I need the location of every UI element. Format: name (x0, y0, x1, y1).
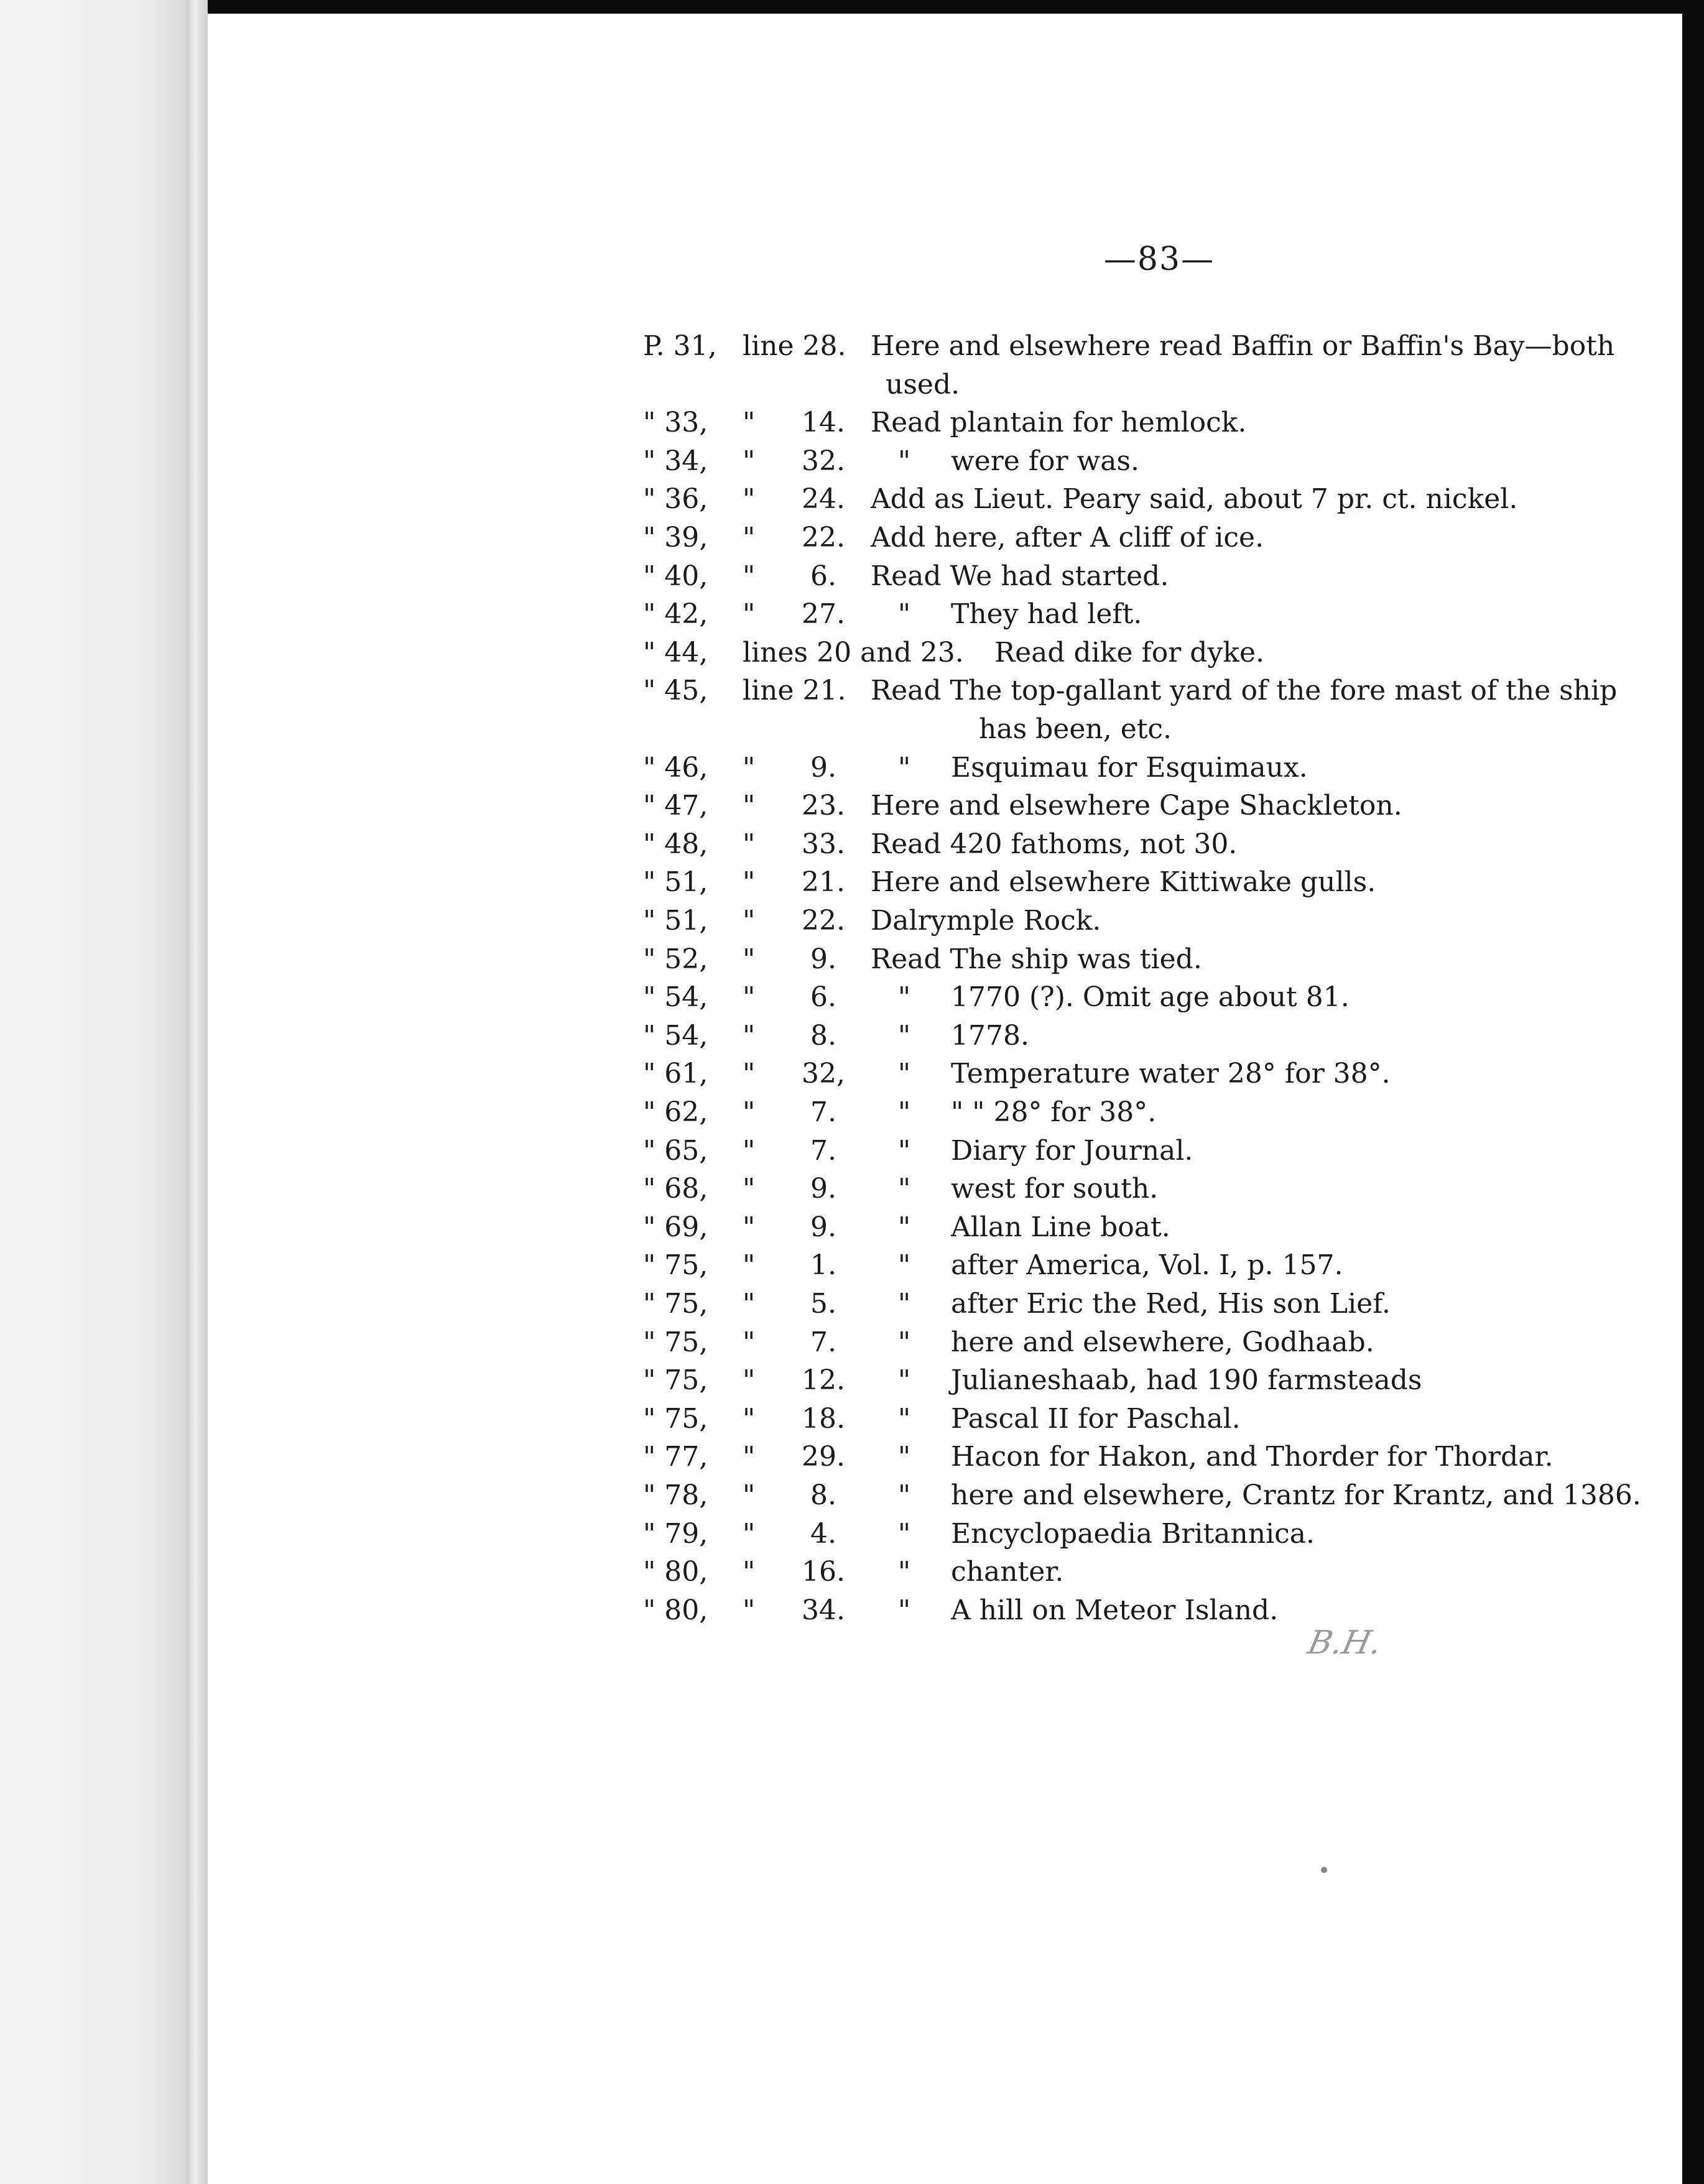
row-line-number: 5. (810, 1288, 836, 1320)
row-correction-text: Read The top-gallant yard of the fore mast of the ship (871, 675, 1618, 707)
row-line-ref: lines 20 and 23. (743, 636, 964, 669)
row-ditto-mark: " (897, 1326, 911, 1358)
book-gutter (187, 0, 208, 2184)
errata-row (208, 1438, 1682, 1476)
errata-page (208, 14, 1682, 2184)
row-line-number: 32, (802, 1058, 845, 1090)
row-correction-text: Read 420 fathoms, not 30. (871, 828, 1238, 860)
row-line-number: 14. (802, 407, 845, 439)
row-ditto-mark: " (897, 1211, 911, 1243)
row-correction-text: " " 28° for 38°. (951, 1096, 1157, 1128)
row-ditto-mark: " (897, 1441, 911, 1473)
row-page-ref: " 75, (643, 1402, 708, 1435)
row-line-ref: " (743, 1134, 756, 1167)
row-correction-text: Read The ship was tied. (871, 943, 1202, 975)
row-line-number: 29. (802, 1441, 845, 1473)
row-line-number: 4. (810, 1517, 836, 1550)
row-correction-text: Read dike for dyke. (994, 636, 1264, 669)
row-page-ref: " 68, (643, 1173, 708, 1205)
errata-row (208, 864, 1682, 901)
row-ditto-mark: " (897, 1479, 911, 1511)
errata-row (208, 711, 1682, 748)
row-line-number: 33. (802, 828, 845, 860)
row-ditto-mark: " (897, 1019, 911, 1052)
row-correction-text: used. (886, 368, 960, 400)
row-line-ref: " (743, 483, 756, 516)
row-line-number: 6. (810, 981, 836, 1014)
errata-row (208, 902, 1682, 940)
row-line-ref: " (743, 943, 756, 975)
row-ditto-mark: " (897, 1364, 911, 1397)
errata-row (208, 366, 1682, 404)
row-ditto-mark: " (897, 981, 911, 1014)
row-correction-text: Hacon for Hakon, and Thorder for Thordar. (951, 1441, 1554, 1473)
row-correction-text: Add here, after A cliff of ice. (871, 522, 1264, 553)
row-ditto-mark: " (897, 1096, 911, 1128)
row-correction-text: Temperature water 28° for 38°. (951, 1058, 1391, 1090)
row-line-ref: " (743, 1173, 756, 1205)
row-line-number: 22. (802, 905, 845, 937)
row-page-ref: " 36, (643, 483, 708, 516)
errata-row (208, 481, 1682, 518)
errata-row (208, 941, 1682, 978)
row-line-ref: " (743, 981, 756, 1014)
errata-row (208, 1477, 1682, 1514)
row-ditto-mark: " (897, 1517, 911, 1550)
errata-row (208, 749, 1682, 787)
row-correction-text: chanter. (951, 1556, 1064, 1588)
row-correction-text: Dalrymple Rock. (871, 905, 1101, 937)
row-ditto-mark: " (897, 751, 911, 784)
row-correction-text: Read We had started. (871, 560, 1169, 592)
row-line-ref: " (743, 1019, 756, 1052)
row-line-ref: " (743, 522, 756, 553)
row-line-number: 6. (810, 560, 836, 592)
row-page-ref: " 75, (643, 1326, 708, 1358)
row-page-ref: " 62, (643, 1096, 708, 1128)
row-ditto-mark: " (897, 1402, 911, 1435)
errata-row (208, 634, 1682, 672)
row-page-ref: " 51, (643, 905, 708, 937)
row-correction-text: were for was. (951, 445, 1140, 477)
row-ditto-mark: " (897, 445, 911, 477)
row-ditto-mark: " (897, 1556, 911, 1588)
row-line-ref: line 28. (743, 330, 846, 362)
row-page-ref: " 47, (643, 790, 708, 822)
row-ditto-mark: " (897, 1249, 911, 1282)
errata-row (208, 519, 1682, 557)
row-line-number: 9. (810, 1211, 836, 1243)
errata-row (208, 1017, 1682, 1055)
row-line-number: 24. (802, 483, 845, 516)
row-line-ref: " (743, 1364, 756, 1397)
row-ditto-mark: " (897, 598, 911, 631)
row-correction-text: after America, Vol. I, p. 157. (951, 1249, 1343, 1282)
row-line-ref: " (743, 1288, 756, 1320)
row-line-number: 9. (810, 1173, 836, 1205)
row-correction-text: Here and elsewhere Cape Shackleton. (871, 790, 1402, 822)
errata-row (208, 404, 1682, 442)
row-correction-text: Allan Line boat. (951, 1211, 1170, 1243)
row-page-ref: " 45, (643, 675, 708, 707)
row-page-ref: " 51, (643, 866, 708, 899)
row-line-ref: " (743, 866, 756, 899)
row-line-ref: " (743, 1211, 756, 1243)
row-line-number: 27. (802, 598, 845, 631)
errata-row (208, 1094, 1682, 1131)
row-line-ref: " (743, 1402, 756, 1435)
page-number: —83— (1103, 241, 1215, 278)
row-correction-text: Diary for Journal. (951, 1134, 1193, 1167)
row-correction-text: Pascal II for Paschal. (951, 1402, 1241, 1435)
row-correction-text: has been, etc. (979, 713, 1172, 745)
row-line-number: 8. (810, 1479, 836, 1511)
errata-row (208, 1515, 1682, 1553)
row-line-number: 1. (810, 1249, 836, 1282)
row-page-ref: P. 31, (643, 330, 717, 362)
row-page-ref: " 44, (643, 636, 708, 669)
row-page-ref: " 78, (643, 1479, 708, 1511)
handwritten-initials: B.H. (1304, 1624, 1386, 1662)
row-line-number: 7. (810, 1096, 836, 1128)
errata-row (208, 1285, 1682, 1323)
row-page-ref: " 46, (643, 751, 708, 784)
scan-border-right (1682, 0, 1704, 2184)
row-correction-text: Here and elsewhere read Baffin or Baffin's Bay—both (871, 330, 1615, 362)
row-line-number: 21. (802, 866, 845, 899)
row-page-ref: " 48, (643, 828, 708, 860)
row-page-ref: " 79, (643, 1517, 708, 1550)
row-line-number: 7. (810, 1134, 836, 1167)
errata-row (208, 1324, 1682, 1361)
row-line-ref: " (743, 560, 756, 592)
row-correction-text: here and elsewhere, Crantz for Krantz, and 1386. (951, 1479, 1641, 1511)
errata-row (208, 1553, 1682, 1591)
errata-row (208, 826, 1682, 863)
row-page-ref: " 77, (643, 1441, 708, 1473)
row-ditto-mark: " (897, 1058, 911, 1090)
row-line-ref: " (743, 790, 756, 822)
row-correction-text: Esquimau for Esquimaux. (951, 751, 1308, 784)
row-correction-text: They had left. (951, 598, 1142, 631)
row-page-ref: " 80, (643, 1556, 708, 1588)
errata-row (208, 443, 1682, 480)
row-correction-text: Add as Lieut. Peary said, about 7 pr. ct. nickel. (871, 483, 1518, 516)
row-correction-text: here and elsewhere, Godhaab. (951, 1326, 1374, 1358)
row-ditto-mark: " (897, 1594, 911, 1626)
row-line-number: 32. (802, 445, 845, 477)
errata-row (208, 1055, 1682, 1093)
row-page-ref: " 80, (643, 1594, 708, 1626)
row-line-ref: " (743, 1096, 756, 1128)
row-line-ref: " (743, 1556, 756, 1588)
errata-row (208, 1592, 1682, 1629)
row-line-number: 12. (802, 1364, 845, 1397)
row-page-ref: " 33, (643, 407, 708, 439)
row-line-number: 9. (810, 943, 836, 975)
errata-row (208, 1132, 1682, 1170)
row-correction-text: after Eric the Red, His son Lief. (951, 1288, 1391, 1320)
row-line-ref: " (743, 598, 756, 631)
row-page-ref: " 75, (643, 1288, 708, 1320)
errata-row (208, 1170, 1682, 1208)
row-page-ref: " 75, (643, 1364, 708, 1397)
row-page-ref: " 69, (643, 1211, 708, 1243)
row-ditto-mark: " (897, 1173, 911, 1205)
row-correction-text: Here and elsewhere Kittiwake gulls. (871, 866, 1376, 899)
row-page-ref: " 39, (643, 522, 708, 553)
errata-row (208, 1362, 1682, 1399)
row-line-number: 7. (810, 1326, 836, 1358)
row-line-number: 34. (802, 1594, 845, 1626)
row-line-ref: " (743, 1249, 756, 1282)
row-line-ref: " (743, 1479, 756, 1511)
row-page-ref: " 40, (643, 560, 708, 592)
row-page-ref: " 42, (643, 598, 708, 631)
errata-row (208, 672, 1682, 710)
errata-row (208, 979, 1682, 1016)
errata-row (208, 596, 1682, 633)
scan-border-top (208, 0, 1704, 14)
row-page-ref: " 54, (643, 1019, 708, 1052)
errata-row (208, 1209, 1682, 1246)
row-page-ref: " 61, (643, 1058, 708, 1090)
row-ditto-mark: " (897, 1134, 911, 1167)
row-correction-text: west for south. (951, 1173, 1159, 1205)
row-line-ref: line 21. (743, 675, 846, 707)
row-line-ref: " (743, 751, 756, 784)
row-line-ref: " (743, 1058, 756, 1090)
row-line-number: 23. (802, 790, 845, 822)
row-correction-text: A hill on Meteor Island. (951, 1594, 1279, 1626)
row-page-ref: " 65, (643, 1134, 708, 1167)
row-page-ref: " 75, (643, 1249, 708, 1282)
row-line-ref: " (743, 445, 756, 477)
row-correction-text: Julianeshaab, had 190 farmsteads (951, 1364, 1422, 1397)
row-page-ref: " 52, (643, 943, 708, 975)
row-line-number: 9. (810, 751, 836, 784)
row-line-number: 18. (802, 1402, 845, 1435)
errata-row (208, 1400, 1682, 1438)
row-line-ref: " (743, 828, 756, 860)
row-page-ref: " 34, (643, 445, 708, 477)
row-line-number: 8. (810, 1019, 836, 1052)
row-correction-text: 1778. (951, 1019, 1029, 1052)
errata-row (208, 1247, 1682, 1284)
errata-list (208, 14, 1682, 2184)
row-correction-text: Read plantain for hemlock. (871, 407, 1247, 439)
row-line-ref: " (743, 1441, 756, 1473)
row-line-ref: " (743, 1594, 756, 1626)
errata-row (208, 328, 1682, 365)
row-ditto-mark: " (897, 1288, 911, 1320)
row-correction-text: Encyclopaedia Britannica. (951, 1517, 1315, 1550)
errata-row (208, 787, 1682, 825)
row-page-ref: " 54, (643, 981, 708, 1014)
row-line-ref: " (743, 407, 756, 439)
row-line-ref: " (743, 1517, 756, 1550)
row-line-ref: " (743, 905, 756, 937)
ink-spot (1321, 1867, 1327, 1873)
row-correction-text: 1770 (?). Omit age about 81. (951, 981, 1350, 1014)
row-line-ref: " (743, 1326, 756, 1358)
row-line-number: 22. (802, 522, 845, 553)
facing-page (0, 0, 187, 2184)
errata-row (208, 558, 1682, 595)
row-line-number: 16. (802, 1556, 845, 1588)
